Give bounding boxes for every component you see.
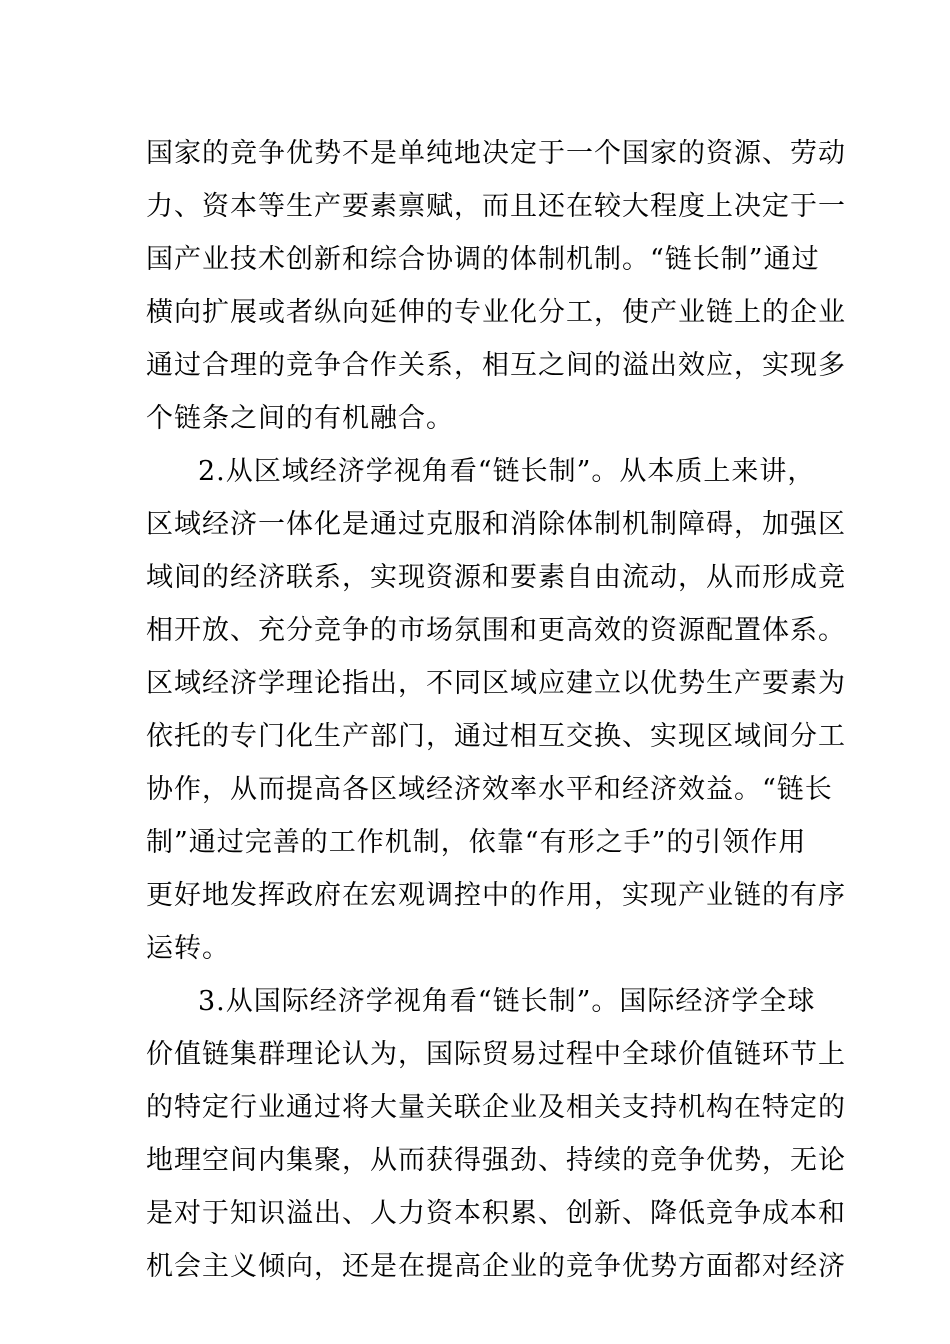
- text-line: 力、资本等生产要素禀赋，而且还在较大程度上决定于一: [146, 191, 846, 222]
- text-line: 地理空间内集聚，从而获得强劲、持续的竞争优势，无论: [146, 1145, 846, 1176]
- text-line: 相开放、充分竞争的市场氛围和更高效的资源配置体系。: [146, 615, 846, 646]
- text-line: 区域经济一体化是通过克服和消除体制机制障碍，加强区: [146, 509, 846, 540]
- paragraph-heading-line: 2.从区域经济学视角看“链长制”。从本质上来讲，: [198, 456, 816, 487]
- text-line: 更好地发挥政府在宏观调控中的作用，实现产业链的有序: [146, 880, 846, 911]
- text-line: 依托的专门化生产部门，通过相互交换、实现区域间分工: [146, 721, 846, 752]
- text-line: 横向扩展或者纵向延伸的专业化分工，使产业链上的企业: [146, 297, 846, 328]
- text-line: 的特定行业通过将大量关联企业及相关支持机构在特定的: [146, 1092, 846, 1123]
- text-line: 区域经济学理论指出，不同区域应建立以优势生产要素为: [146, 668, 846, 699]
- text-line: 国家的竞争优势不是单纯地决定于一个国家的资源、劳动: [146, 138, 846, 169]
- text-line: 通过合理的竞争合作关系，相互之间的溢出效应，实现多: [146, 350, 846, 381]
- text-line: 制”通过完善的工作机制，依靠“有形之手”的引领作用: [146, 827, 807, 858]
- text-line: 国产业技术创新和综合协调的体制机制。“链长制”通过: [146, 244, 820, 275]
- text-line: 价值链集群理论认为，国际贸易过程中全球价值链环节上: [146, 1039, 846, 1070]
- text-line: 域间的经济联系，实现资源和要素自由流动，从而形成竞: [146, 562, 846, 593]
- text-line: 个链条之间的有机融合。: [146, 403, 454, 434]
- text-line: 机会主义倾向，还是在提高企业的竞争优势方面都对经济: [146, 1251, 846, 1282]
- text-line: 是对于知识溢出、人力资本积累、创新、降低竞争成本和: [146, 1198, 846, 1229]
- paragraph-heading-line: 3.从国际经济学视角看“链长制”。国际经济学全球: [198, 986, 816, 1017]
- text-line: 协作，从而提高各区域经济效率水平和经济效益。“链长: [146, 774, 833, 805]
- text-line: 运转。: [146, 933, 230, 964]
